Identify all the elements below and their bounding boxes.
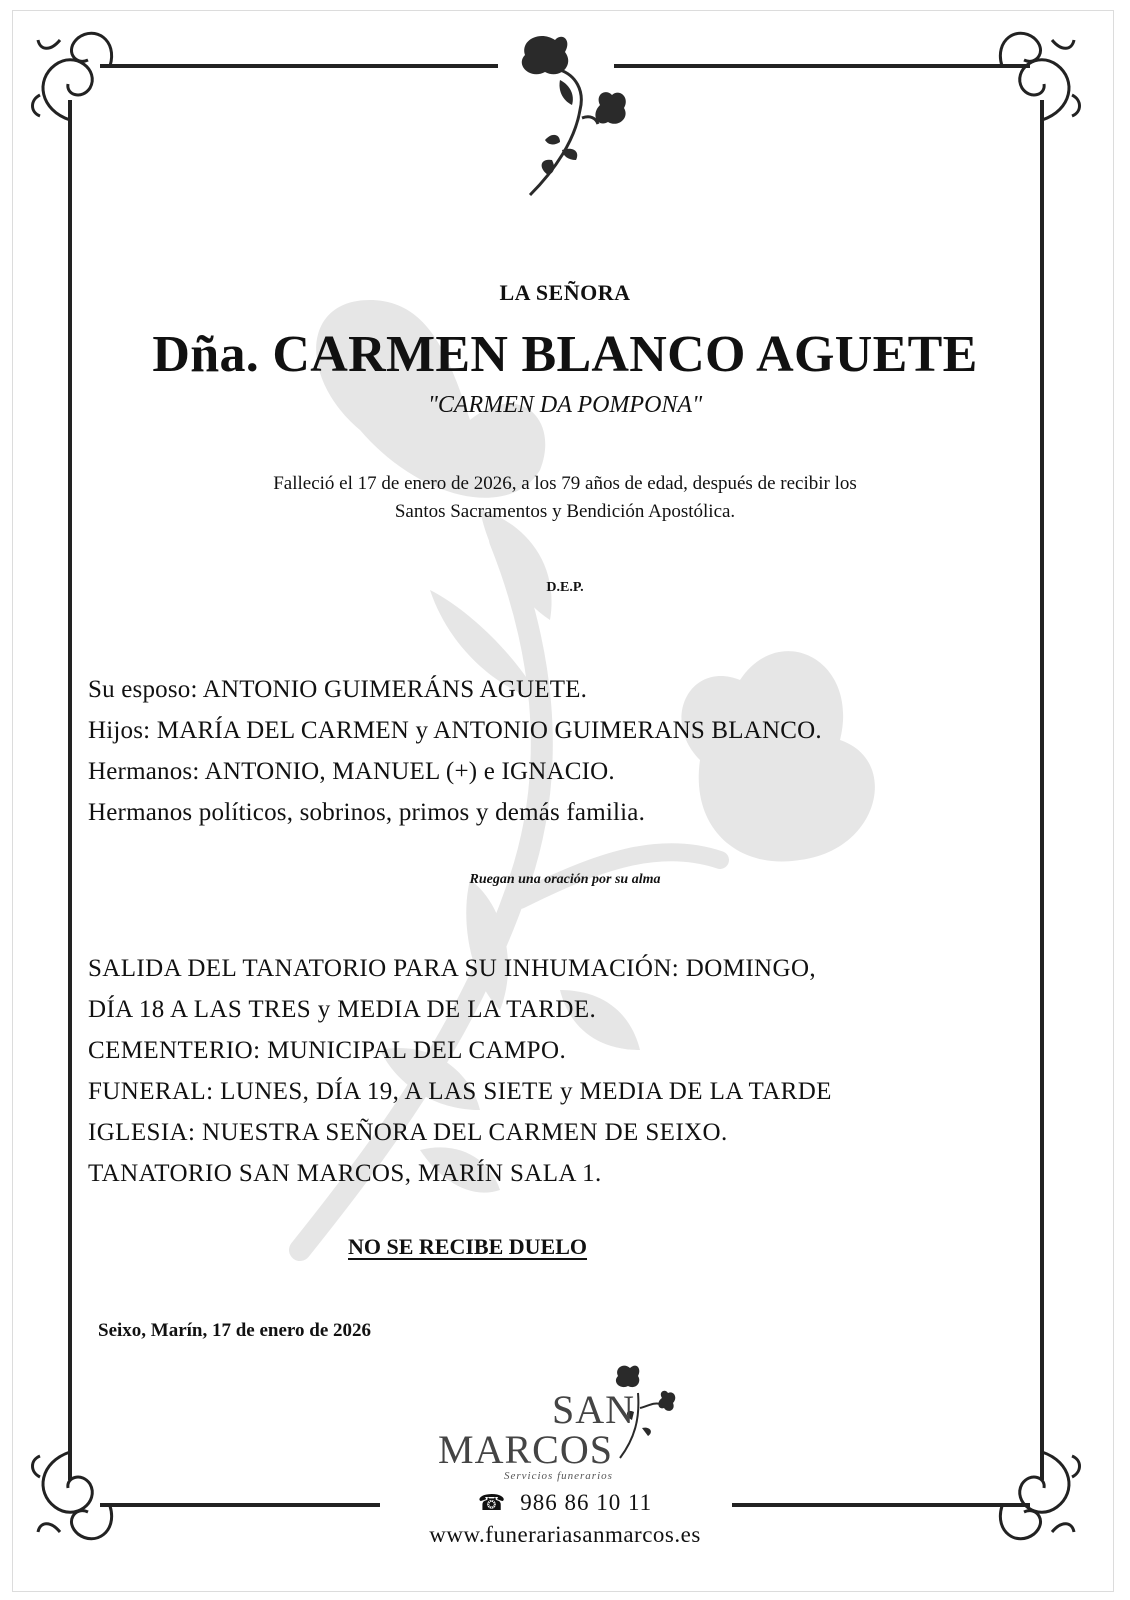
- death-notice-line: Santos Sacramentos y Bendición Apostólica.: [394, 501, 736, 522]
- family-list: [88, 669, 822, 833]
- service-line: SALIDA DEL TANATORIO PARA SU INHUMACIÓN: DOMINGO,: [88, 955, 817, 982]
- logo-text-marcos: MARCOS: [438, 1427, 613, 1472]
- logo-text-san: SAN: [552, 1387, 636, 1432]
- family-line: Hermanos: ANTONIO, MANUEL (+) e IGNACIO.: [88, 758, 615, 785]
- service-line: IGLESIA: NUESTRA SEÑORA DEL CARMEN DE SEIXO.: [88, 1119, 728, 1146]
- family-line: Hijos: MARÍA DEL CARMEN y ANTONIO GUIMERANS BLANCO.: [88, 717, 822, 744]
- family-line: Su esposo: ANTONIO GUIMERÁNS AGUETE.: [88, 676, 588, 703]
- service-line: TANATORIO SAN MARCOS, MARÍN SALA 1.: [88, 1160, 602, 1187]
- deceased-nickname: "CARMEN DA POMPONA": [427, 392, 703, 418]
- prayer-request: Ruegan una oración por su alma: [469, 872, 661, 887]
- deceased-name: Dña. CARMEN BLANCO AGUETE: [152, 326, 978, 383]
- service-line: DÍA 18 A LAS TRES y MEDIA DE LA TARDE.: [88, 996, 597, 1023]
- death-notice: [0, 470, 1130, 526]
- rip-label: D.E.P.: [546, 580, 584, 595]
- phone-number: 986 86 10 11: [520, 1490, 653, 1515]
- service-line: CEMENTERIO: MUNICIPAL DEL CAMPO.: [88, 1037, 567, 1064]
- corner-scroll-top-left: [33, 33, 112, 120]
- corner-scroll-top-right: [1000, 33, 1079, 120]
- contact-website: www.funerariasanmarcos.es: [429, 1522, 701, 1547]
- service-details: [88, 948, 832, 1194]
- place-date: Seixo, Marín, 17 de enero de 2026: [98, 1320, 372, 1341]
- telephone-icon: ☎: [477, 1490, 507, 1515]
- rose-icon: [522, 36, 626, 195]
- contact-phone: [0, 1490, 1130, 1516]
- family-line: Hermanos políticos, sobrinos, primos y demás familia.: [88, 799, 646, 826]
- service-line: FUNERAL: LUNES, DÍA 19, A LAS SIETE y MEDIA DE LA TARDE: [88, 1078, 832, 1105]
- death-notice-line: Falleció el 17 de enero de 2026, a los 79 años de edad, después de recibir los: [273, 473, 857, 494]
- honorific-label: LA SEÑORA: [499, 280, 631, 305]
- funeral-home-logo: [430, 1358, 690, 1488]
- logo-subtitle: Servicios funerarios: [504, 1470, 613, 1482]
- no-condolences-notice: NO SE RECIBE DUELO: [348, 1234, 588, 1259]
